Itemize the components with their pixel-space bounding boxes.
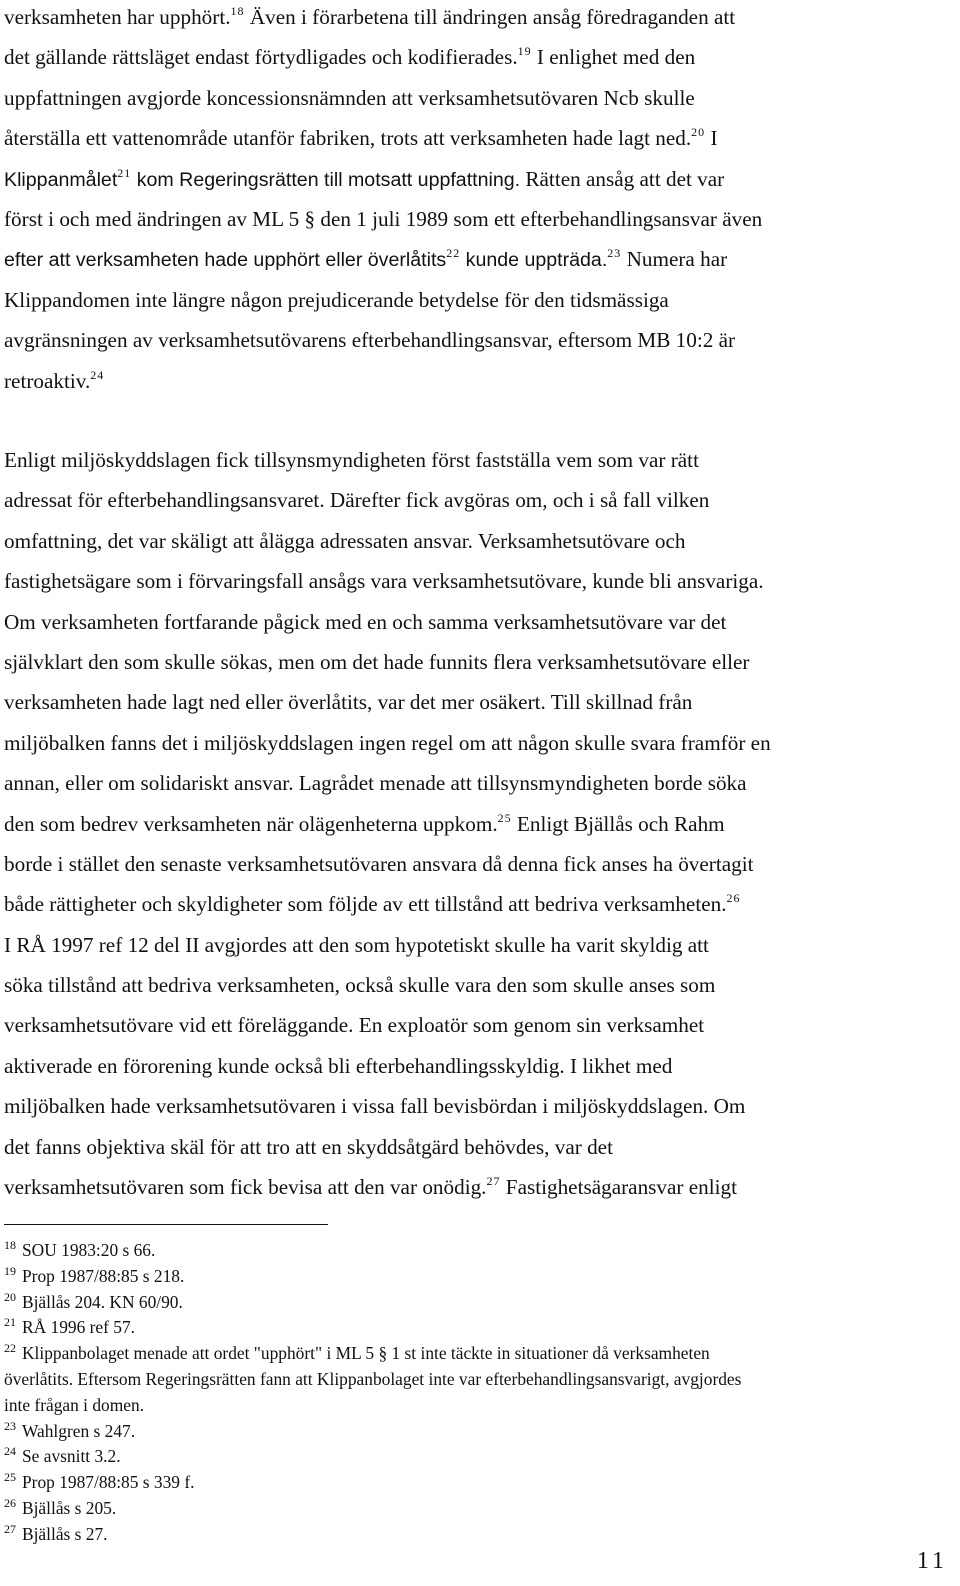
footnote-ref: 19: [517, 44, 532, 59]
text-run: verksamheten har upphört.: [4, 5, 231, 29]
page-number: 11: [916, 1548, 948, 1574]
footnote: [4, 1238, 952, 1264]
footnote-text: Klippanbolaget menade att ordet "upphört" i ML 5 § 1 st inte täckte in situationer då verksamheten: [22, 1343, 710, 1364]
footnote-text: Prop 1987/88:85 s 218.: [22, 1265, 185, 1286]
text-line: omfattning, det var skäligt att ålägga adressaten ansvar. Verksamhetsutövare och: [4, 528, 686, 553]
text-run: Fastighetsägaransvar enligt: [500, 1175, 738, 1200]
text-run: den som bedrev verksamheten när olägenheterna uppkom.: [4, 811, 498, 836]
footnote-continuation: [4, 1367, 952, 1393]
text-line: [4, 1167, 952, 1207]
footnote-text: SOU 1983:20 s 66.: [22, 1240, 156, 1260]
footnote-text: Wahlgren s 247.: [22, 1420, 136, 1441]
footnote-text: överlåtits. Eftersom Regeringsrätten fann att Klippanbolaget inte var efterbehandlingsansvarigt, avgjordes: [4, 1368, 742, 1389]
text-run: efter att verksamheten hade upphört eller överlåtits: [4, 249, 447, 272]
footnote: [4, 1419, 952, 1445]
footnote-ref: 18: [230, 4, 245, 18]
text-line: aktiverade en förorening kunde också bli efterbehandlingsskyldig. I likhet med: [4, 1053, 673, 1078]
text-line: [4, 159, 952, 199]
footnote-number: 24: [4, 1444, 16, 1459]
footnote-number: 21: [4, 1315, 16, 1330]
text-run: Klippanmålet: [4, 168, 118, 191]
text-run: retroaktiv.: [4, 368, 91, 393]
text-line: [4, 37, 952, 77]
text-line: [4, 361, 952, 401]
footnote-ref: 20: [691, 125, 706, 140]
footnote-text: Bjällås s 27.: [22, 1523, 108, 1544]
footnote-text: Bjällås s 205.: [22, 1497, 117, 1518]
text-run: Enligt Bjällås och Rahm: [511, 811, 725, 836]
footnote: [4, 1470, 952, 1496]
footnote-number: 23: [4, 1418, 16, 1433]
text-line: adressat för efterbehandlingsansvaret. Därefter fick avgöras om, och i så fall vilken: [4, 488, 710, 513]
text-line: Om verksamheten fortfarande pågick med en och samma verksamhetsutövare var det: [4, 609, 727, 634]
footnote-text: inte frågan i domen.: [4, 1394, 145, 1415]
text-line: miljöbalken hade verksamhetsutövaren i vissa fall bevisbördan i miljöskyddslagen. Om: [4, 1094, 746, 1119]
text-run: kunde uppträda.: [460, 249, 608, 272]
text-line: Enligt miljöskyddslagen fick tillsynsmyndigheten först fastställa vem som var rätt: [4, 448, 699, 472]
text-line: [4, 239, 952, 279]
text-line: uppfattningen avgjorde koncessionsnämnden att verksamhetsutövaren Ncb skulle: [4, 85, 695, 110]
text-run: I enlighet med den: [531, 45, 696, 70]
text-line: miljöbalken fanns det i miljöskyddslagen ingen regel om att någon skulle svara framför en: [4, 730, 771, 755]
text-line: [4, 0, 952, 37]
footnotes: [4, 1238, 952, 1548]
text-run: Numera har: [621, 247, 728, 272]
text-line: det fanns objektiva skäl för att tro att en skyddsåtgärd behövdes, var det: [4, 1134, 613, 1159]
text-line: verksamheten hade lagt ned eller överlåtits, var det mer osäkert. Till skillnad från: [4, 690, 693, 715]
footnote-ref: 22: [446, 246, 461, 261]
footnote: [4, 1444, 952, 1470]
footnote-ref: 21: [117, 165, 132, 180]
footnote-ref: 26: [726, 891, 741, 906]
text-line: först i och med ändringen av ML 5 § den 1 juli 1989 som ett efterbehandlingsansvar även: [4, 206, 763, 231]
text-run: I: [705, 126, 718, 151]
footnote-number: 20: [4, 1289, 16, 1304]
footnote: [4, 1341, 952, 1367]
text-run: Rätten ansåg att det var: [520, 166, 725, 191]
paragraph-1: [4, 0, 952, 401]
text-line: avgränsningen av verksamhetsutövarens efterbehandlingsansvar, eftersom MB 10:2 är: [4, 328, 736, 353]
text-run: verksamhetsutövaren som fick bevisa att den var onödig.: [4, 1175, 487, 1200]
paragraph-2: [4, 440, 952, 1207]
footnote-number: 18: [4, 1238, 16, 1252]
text-line: Klippandomen inte längre någon prejudicerande betydelse för den tidsmässiga: [4, 287, 669, 312]
text-line: I RÅ 1997 ref 12 del II avgjordes att den som hypotetiskt skulle ha varit skyldig att: [4, 932, 709, 957]
footnote-number: 25: [4, 1470, 16, 1485]
footnote: [4, 1315, 952, 1341]
text-run: kom Regeringsrätten till motsatt uppfattning.: [131, 168, 521, 191]
footnote-continuation: [4, 1393, 952, 1419]
text-line: borde i stället den senaste verksamhetsutövaren ansvara då denna fick anses ha övertagit: [4, 851, 754, 876]
footnote: [4, 1522, 952, 1548]
text-line: fastighetsägare som i förvaringsfall ansågs vara verksamhetsutövare, kunde bli ansvariga.: [4, 569, 764, 594]
text-run: det gällande rättsläget endast förtydligades och kodifierades.: [4, 45, 518, 70]
footnote-number: 27: [4, 1521, 16, 1536]
footnote: [4, 1264, 952, 1290]
text-line: verksamhetsutövare vid ett föreläggande. En exploatör som genom sin verksamhet: [4, 1013, 705, 1038]
footnote: [4, 1496, 952, 1522]
footnote-text: Bjällås 204. KN 60/90.: [22, 1291, 183, 1312]
footnote-ref: 27: [486, 1174, 501, 1189]
text-line: annan, eller om solidariskt ansvar. Lagrådet menade att tillsynsmyndigheten borde söka: [4, 771, 747, 796]
text-line: [4, 118, 952, 158]
footnote-text: Prop 1987/88:85 s 339 f.: [22, 1472, 195, 1493]
footnote-ref: 23: [607, 246, 622, 261]
footnote-divider: [4, 1224, 328, 1225]
footnote: [4, 1290, 952, 1316]
text-line: söka tillstånd att bedriva verksamheten, också skulle vara den som skulle anses som: [4, 973, 716, 998]
footnote-text: Se avsnitt 3.2.: [22, 1446, 121, 1467]
text-line: [4, 884, 952, 924]
footnote-number: 19: [4, 1263, 16, 1278]
text-line: [4, 804, 952, 844]
footnote-ref: 24: [90, 367, 105, 382]
footnote-number: 22: [4, 1341, 16, 1356]
text-run: återställa ett vattenområde utanför fabriken, trots att verksamheten hade lagt ned.: [4, 126, 692, 151]
footnote-ref: 25: [497, 810, 512, 825]
text-line: självklart den som skulle sökas, men om det hade funnits flera verksamhetsutövare eller: [4, 649, 750, 674]
footnote-text: RÅ 1996 ref 57.: [22, 1317, 136, 1338]
footnote-number: 26: [4, 1495, 16, 1510]
text-run: både rättigheter och skyldigheter som följde av ett tillstånd att bedriva verksamheten.: [4, 892, 727, 917]
text-run: Även i förarbetena till ändringen ansåg föredraganden att: [244, 5, 736, 29]
